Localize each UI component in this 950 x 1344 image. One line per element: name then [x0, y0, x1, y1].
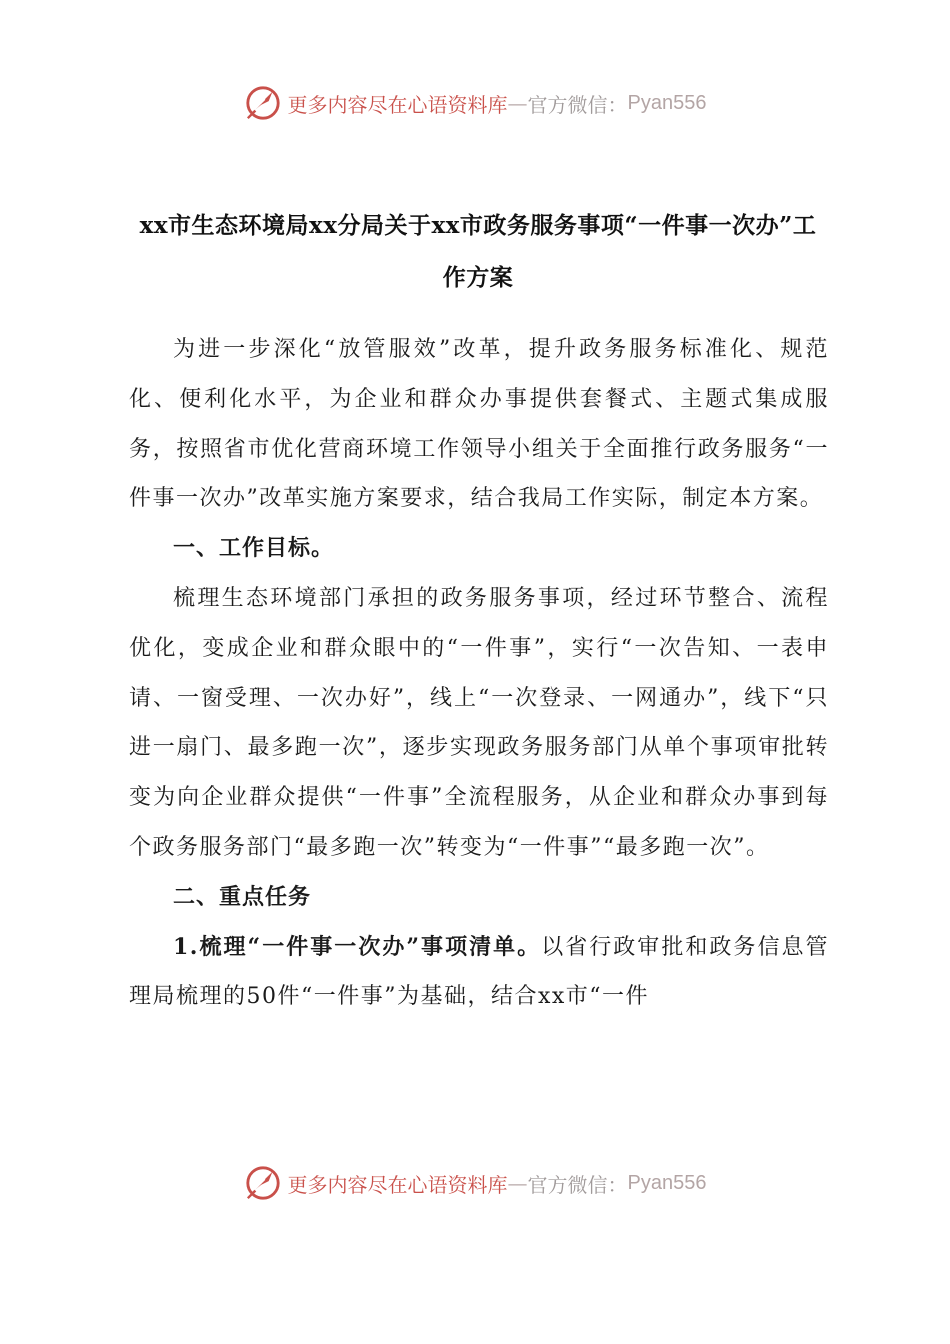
watermark-banner-bottom: [0, 1163, 950, 1203]
watermark-label: 官方微信：: [527, 92, 628, 117]
watermark-wechat-id: Pyan556: [627, 1171, 707, 1194]
watermark-main-text: 更多内容尽在心语资料库: [287, 1172, 508, 1197]
watermark-separator: —: [507, 91, 528, 115]
watermark-wechat-id: Pyan556: [627, 91, 707, 114]
watermark-banner-top: [0, 83, 950, 123]
task-1-body: 以省行政审批和政务信息管理局梳理的50件“一件事”为基础，结合xx市“一件: [129, 934, 829, 1010]
goals-paragraph: 梳理生态环境部门承担的政务服务事项，经过环节整合、流程优化，变成企业和群众眼中的“一件事”，实行“一次告知、一表申请、一窗受理、一次办好”，线上“一次登录、一网通办”，线下“只进一扇门、最多跑一次”，逐步实现政务服务部门从单个事项审批转变为向企业群众提供“一件事”全流程服务，从企业和群众办事到每个政务服务部门“最多跑一次”转变为“一件事”“最多跑一次”。: [129, 585, 829, 860]
watermark-main-text: 更多内容尽在心语资料库: [287, 92, 508, 117]
intro-paragraph: 为进一步深化“放管服效”改革，提升政务服务标准化、规范化、便利化水平，为企业和群众办事提供套餐式、主题式集成服务，按照省市优化营商环境工作领导小组关于全面推行政务服务“一件事一次办”改革实施方案要求，结合我局工作实际，制定本方案。: [129, 337, 829, 512]
quill-logo-icon: [244, 84, 282, 122]
task-1-title: 1.梳理“一件事一次办”事项清单。: [173, 933, 542, 960]
watermark-label: 官方微信：: [527, 1172, 628, 1197]
watermark-separator: —: [507, 1171, 528, 1195]
quill-logo-icon: [244, 1164, 282, 1202]
document-body: [129, 325, 829, 1022]
task-1-paragraph: [129, 923, 829, 1023]
document-title: xx市生态环境局xx分局关于xx市政务服务事项“一件事一次办”工作方案: [139, 212, 817, 291]
section-heading-tasks: 二、重点任务: [173, 883, 312, 910]
section-heading-goals: 一、工作目标。: [173, 535, 335, 562]
